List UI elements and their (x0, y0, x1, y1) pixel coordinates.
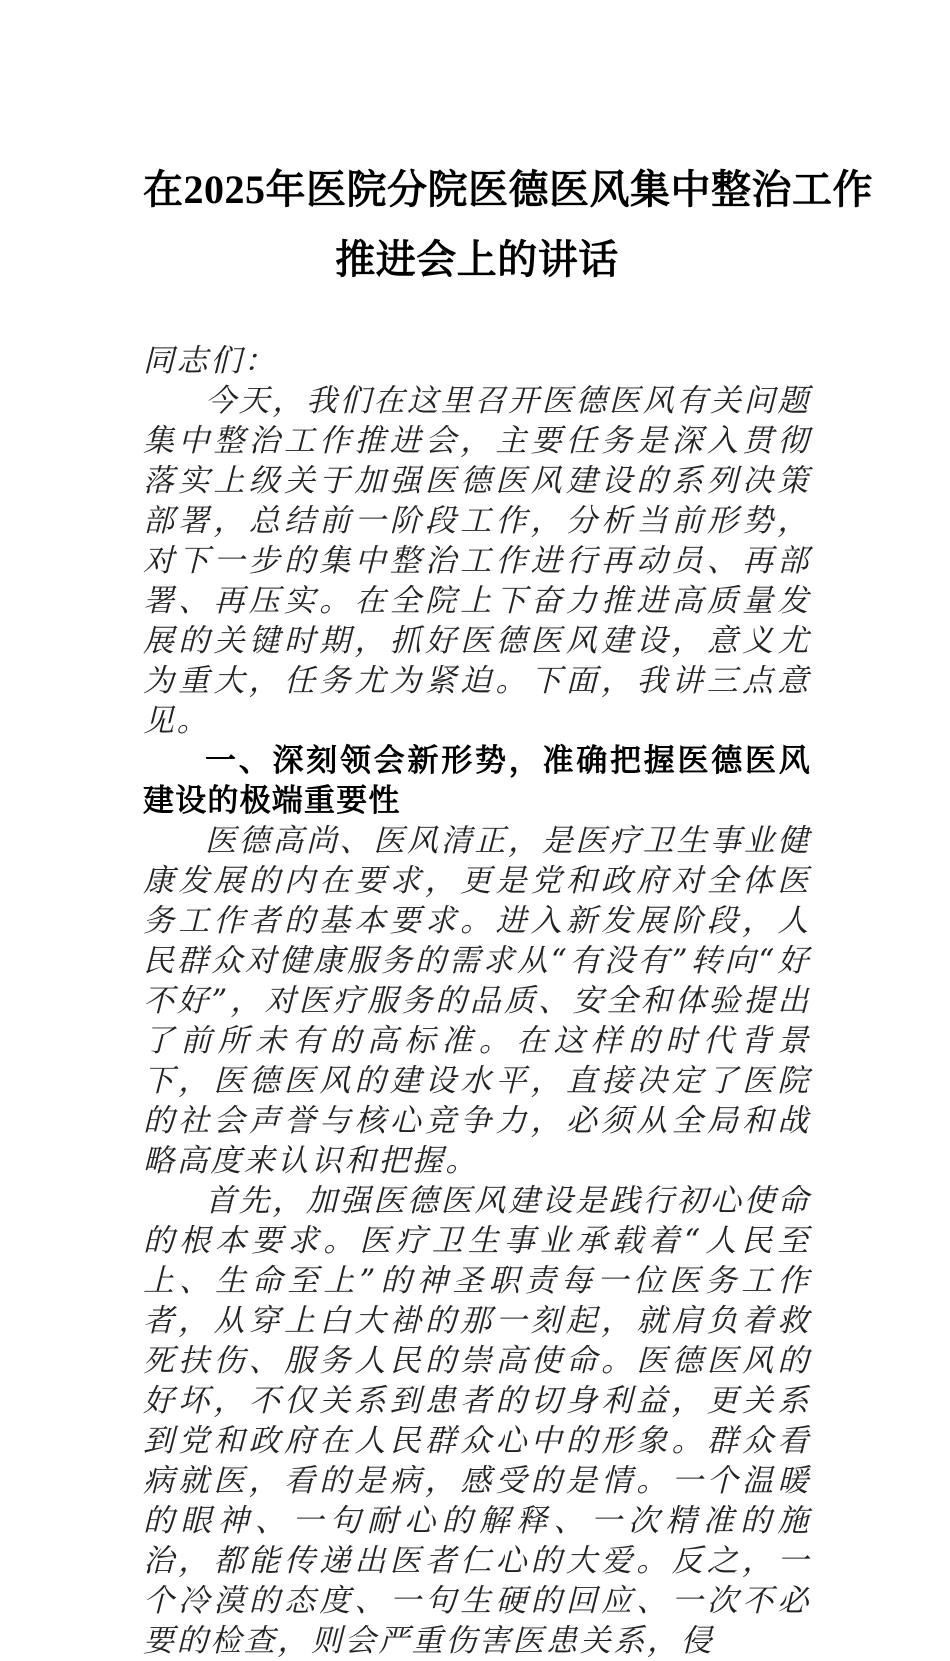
document-title-line-1: 在2025年医院分院医德医风集中整治工作 (143, 167, 873, 212)
document-content-column (143, 0, 873, 1661)
section-one-paragraph-one: 医德高尚、医风清正，是医疗卫生事业健康发展的内在要求，更是党和政府对全体医务工作者的基本要求。进入新发展阶段，人民群众对健康服务的需求从“有没有”转向“好不好”，对医疗服务的品质、安全和体验提出了前所未有的高标准。在这样的时代背景下，医德医风的建设水平，直接决定了医院的社会声誉与核心竞争力，必须从全局和战略高度来认识和把握。 (143, 823, 811, 1179)
section-heading-one: 一、深刻领会新形势，准确把握医德医风建设的极端重要性 (143, 743, 811, 818)
opening-paragraph: 今天，我们在这里召开医德医风有关问题集中整治工作推进会，主要任务是深入贯彻落实上级关于加强医德医风建设的系列决策部署，总结前一阶段工作，分析当前形势，对下一步的集中整治工作进行再动员、再部署、再压实。在全院上下奋力推进高质量发展的关键时期，抓好医德医风建设，意义尤为重大，任务尤为紧迫。下面，我讲三点意见。 (143, 383, 811, 739)
section-one-paragraph-two: 首先，加强医德医风建设是践行初心使命的根本要求。医疗卫生事业承载着“人民至上、生命至上”的神圣职责每一位医务工作者，从穿上白大褂的那一刻起，就肩负着救死扶伤、服务人民的崇高使命。医德医风的好坏，不仅关系到患者的切身利益，更关系到党和政府在人民群众心中的形象。群众看病就医，看的是病，感受的是情。一个温暖的眼神、一句耐心的解释、一次精准的施治，都能传递出医者仁心的大爱。反之，一个冷漠的态度、一句生硬的回应、一次不必要的检查，则会严重伤害医患关系，侵 (143, 1183, 811, 1659)
document-title (143, 0, 873, 295)
salutation-line: 同志们： (143, 343, 278, 379)
document-title-line-2: 推进会上的讲话 (335, 237, 619, 282)
